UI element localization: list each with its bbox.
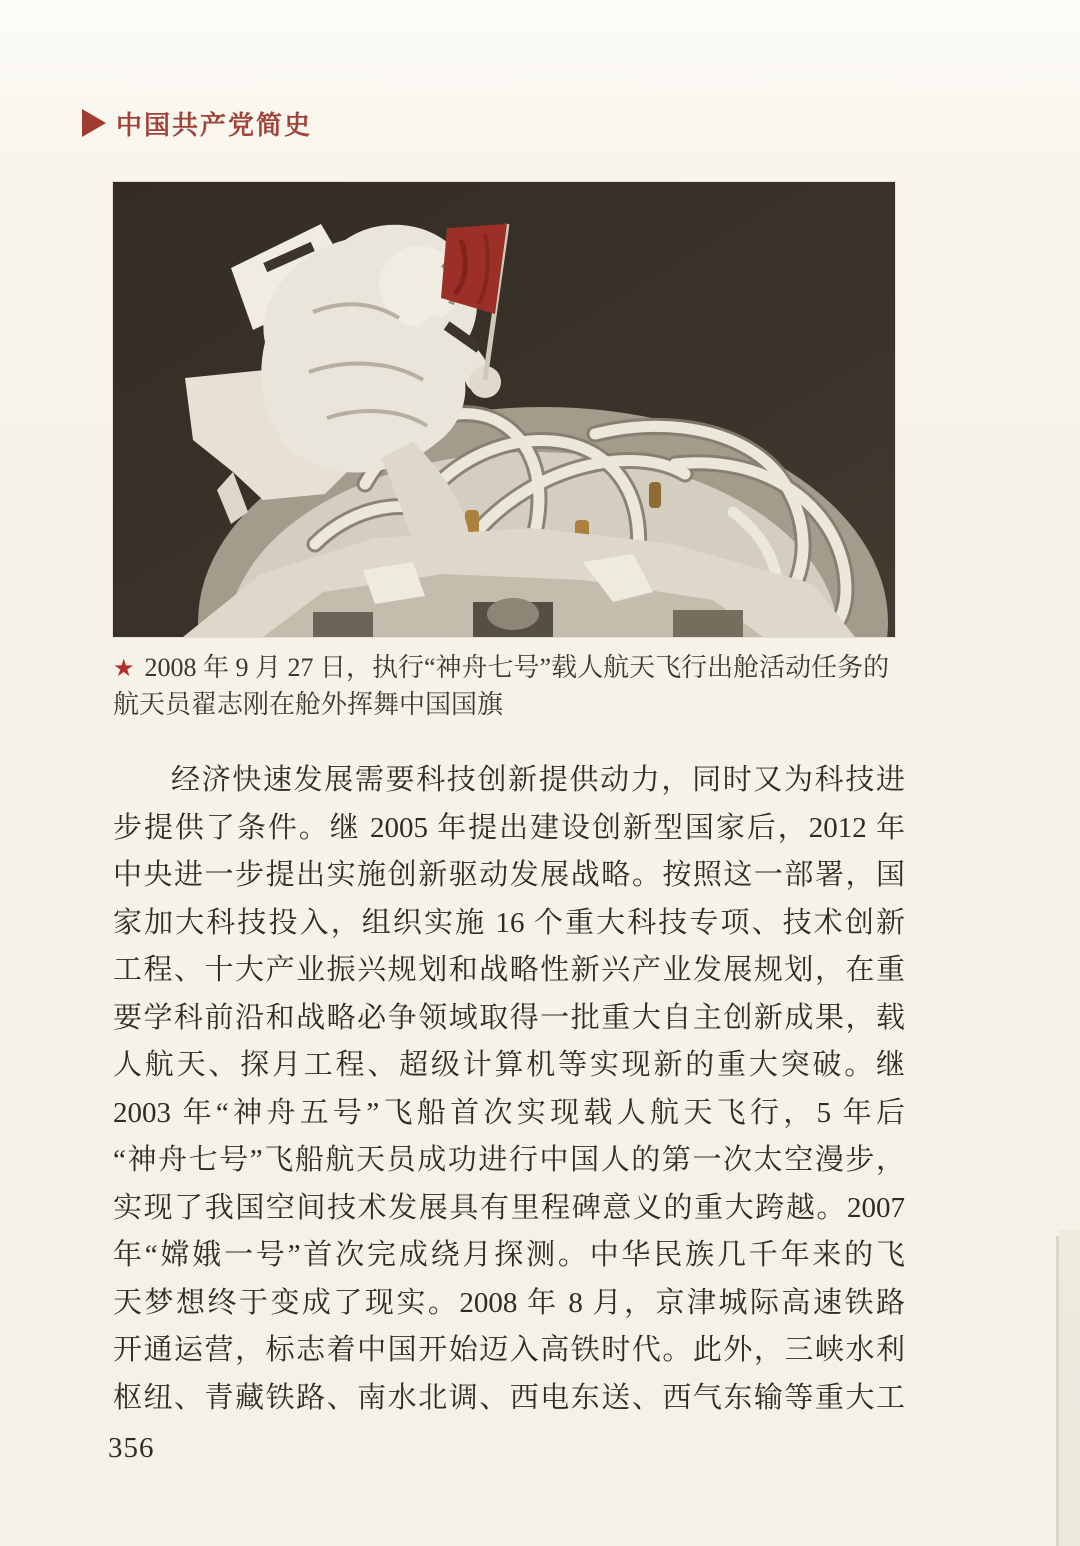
photo-caption: [113, 650, 908, 723]
body-line: 家加大科技投入，组织实施 16 个重大科技专项、技术创新: [113, 906, 905, 939]
caption-text-2: 航天员翟志刚在舱外挥舞中国国旗: [113, 690, 504, 719]
body-line: 2003 年“神舟五号”飞船首次实现载人航天飞行，5 年后: [113, 1096, 905, 1129]
body-line: 中央进一步提出实施创新驱动发展战略。按照这一部署，国: [113, 859, 905, 891]
body-line: 工程、十大产业振兴规划和战略性新兴产业发展规划，在重: [113, 954, 905, 986]
book-title: 中国共产党简史: [116, 109, 313, 140]
body-line: 开通运营，标志着中国开始迈入高铁时代。此外，三峡水利: [113, 1334, 905, 1366]
body-line: 人航天、探月工程、超级计算机等实现新的重大突破。继: [113, 1049, 905, 1081]
red-triangle-icon: [82, 109, 106, 137]
body-line: 步提供了条件。继 2005 年提出建设创新型国家后，2012 年: [113, 811, 905, 844]
page-number: 356: [108, 1432, 155, 1464]
body-line: “神舟七号”飞船航天员成功进行中国人的第一次太空漫步，: [113, 1144, 905, 1176]
body-line: 枢纽、青藏铁路、南水北调、西电东送、西气东输等重大工: [113, 1381, 905, 1414]
caption-line-1: [113, 650, 908, 687]
caption-line-2: [113, 687, 908, 723]
body-line: 天梦想终于变成了现实。2008 年 8 月，京津城际高速铁路: [113, 1286, 905, 1319]
body-line: 实现了我国空间技术发展具有里程碑意义的重大跨越。2007: [113, 1191, 905, 1224]
body-line: 要学科前沿和战略必争领域取得一批重大自主创新成果，载: [113, 1001, 905, 1034]
chapter-header: [82, 106, 312, 140]
body-line: 经济快速发展需要科技创新提供动力，同时又为科技进: [171, 764, 905, 796]
body-paragraph: [113, 757, 905, 1422]
photo-illustration: [113, 182, 895, 637]
scan-artifact-line: [1056, 1236, 1059, 1546]
scan-edge-shade: [1059, 1230, 1080, 1546]
caption-text-1: 2008 年 9 月 27 日，执行“神舟七号”载人航天飞行出舱活动任务的: [144, 653, 890, 682]
spacewalk-photo: [113, 182, 895, 637]
red-star-icon: ★: [113, 656, 135, 682]
body-line: 年“嫦娥一号”首次完成绕月探测。中华民族几千年来的飞: [113, 1239, 905, 1271]
